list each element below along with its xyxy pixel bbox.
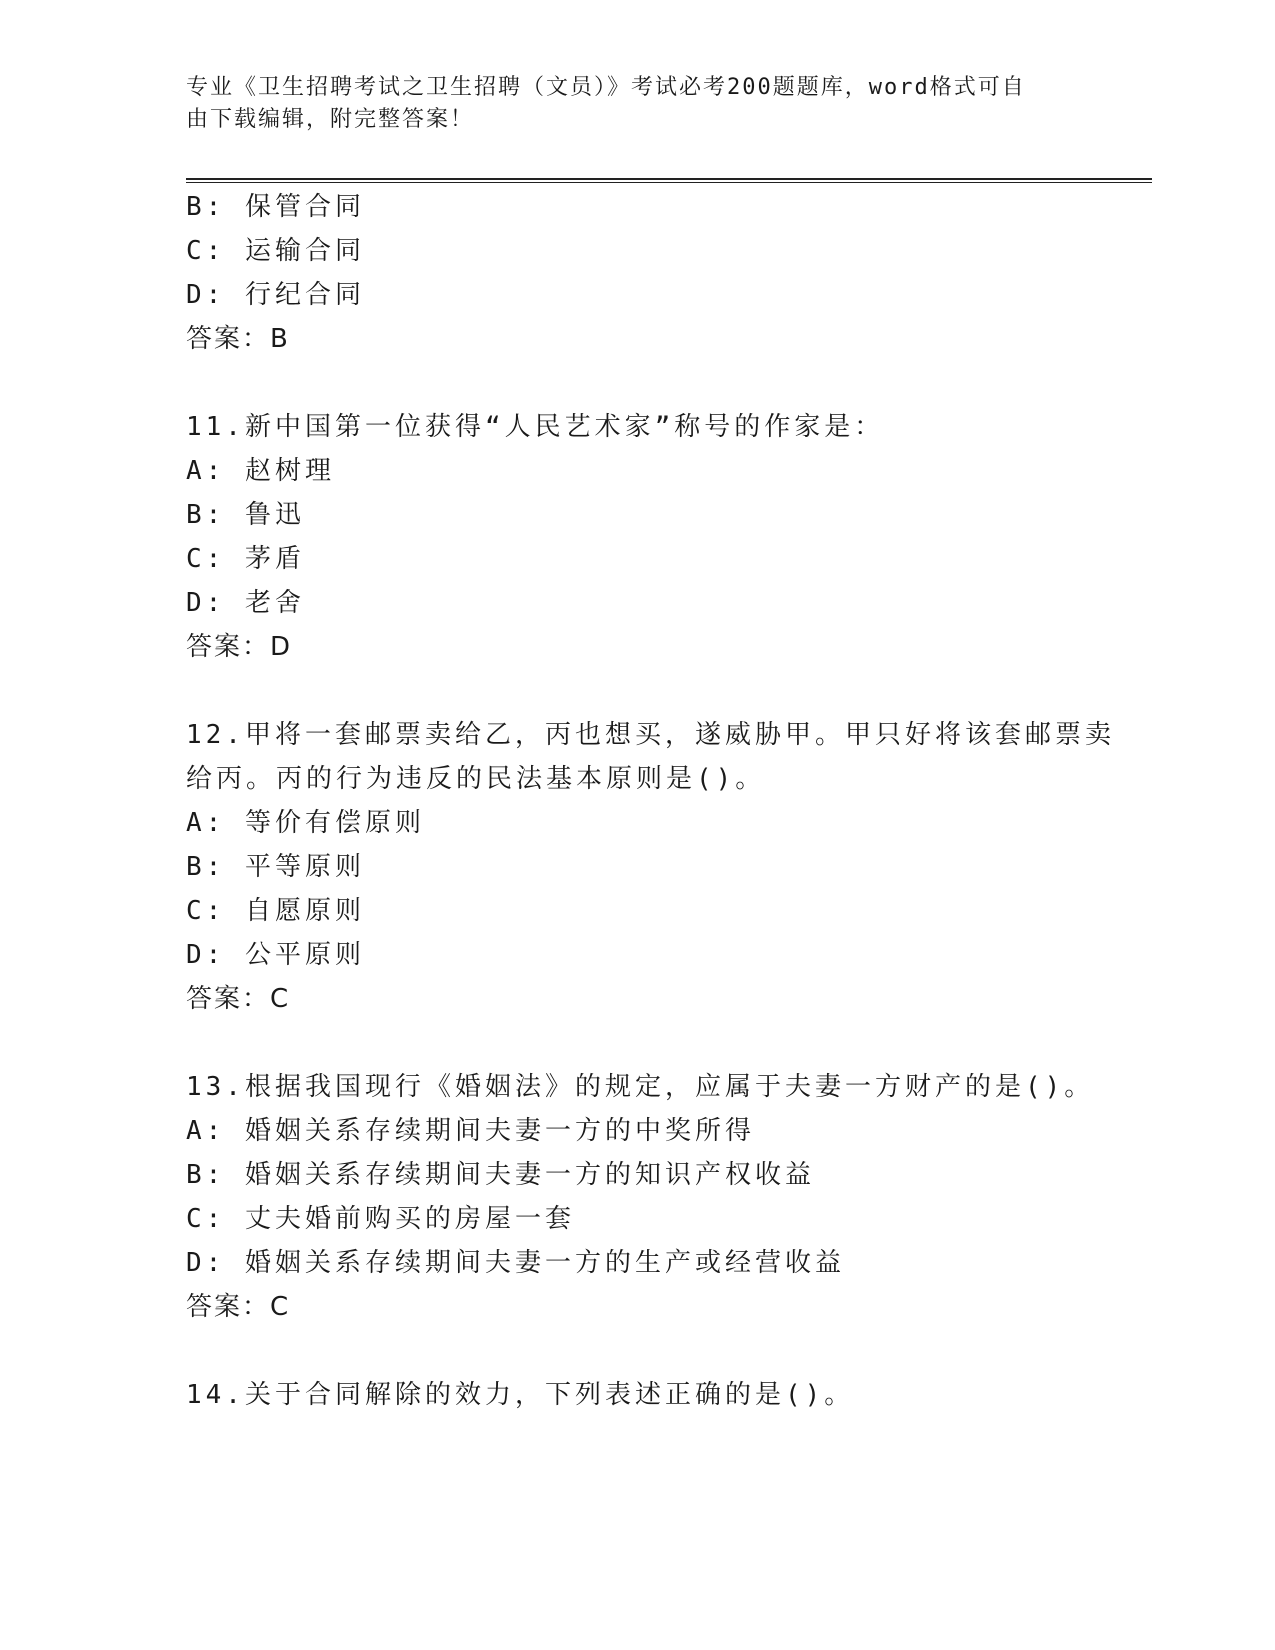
q11-option-b: B: 鲁迅: [186, 500, 305, 530]
q13-option-b: B: 婚姻关系存续期间夫妻一方的知识产权收益: [186, 1160, 815, 1190]
q10-answer: 答案：B: [186, 324, 290, 354]
q13-question: 13.根据我国现行《婚姻法》的规定，应属于夫妻一方财产的是()。: [186, 1072, 1095, 1102]
q12-answer: 答案：C: [186, 984, 291, 1014]
q12-option-b: B: 平等原则: [186, 852, 365, 882]
q12-question-line-2: 给丙。丙的行为违反的民法基本原则是()。: [186, 764, 766, 794]
q10-option-d: D: 行纪合同: [186, 280, 365, 310]
q11-option-a: A: 赵树理: [186, 456, 335, 486]
header-line-2: 由下载编辑，附完整答案！: [186, 107, 475, 132]
q13-option-a: A: 婚姻关系存续期间夫妻一方的中奖所得: [186, 1116, 755, 1146]
header-line-1: 专业《卫生招聘考试之卫生招聘（文员）》考试必考200题题库，word格式可自: [186, 75, 1026, 100]
q13-answer: 答案：C: [186, 1292, 291, 1322]
q12-question-line-1: 12.甲将一套邮票卖给乙，丙也想买，遂威胁甲。甲只好将该套邮票卖: [186, 720, 1115, 750]
q13-option-d: D: 婚姻关系存续期间夫妻一方的生产或经营收益: [186, 1248, 845, 1278]
document-header: [186, 72, 1066, 136]
q11-question: 11.新中国第一位获得“人民艺术家”称号的作家是：: [186, 412, 885, 442]
header-divider: [186, 178, 1152, 183]
q11-answer: 答案：D: [186, 632, 293, 662]
q10-option-b: B: 保管合同: [186, 192, 365, 222]
q11-option-c: C: 茅盾: [186, 544, 305, 574]
q10-option-c: C: 运输合同: [186, 236, 365, 266]
q11-option-d: D: 老舍: [186, 588, 305, 618]
q12-option-d: D: 公平原则: [186, 940, 365, 970]
q12-option-a: A: 等价有偿原则: [186, 808, 425, 838]
q13-option-c: C: 丈夫婚前购买的房屋一套: [186, 1204, 575, 1234]
q14-question: 14.关于合同解除的效力，下列表述正确的是()。: [186, 1380, 855, 1410]
q12-option-c: C: 自愿原则: [186, 896, 365, 926]
